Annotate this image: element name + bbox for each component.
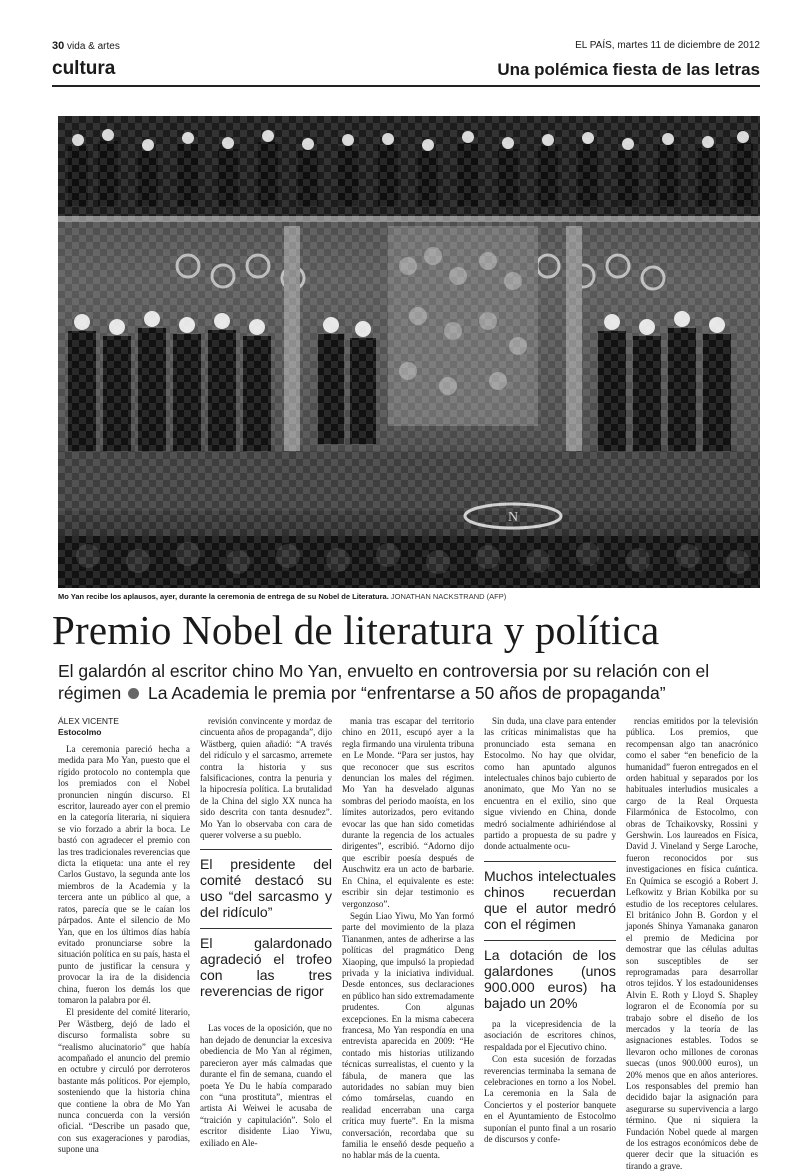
headline: Premio Nobel de literatura y política [52, 607, 660, 653]
kicker: Una polémica fiesta de las letras [497, 60, 760, 79]
body-paragraph: El presidente del comité literario, Per Wästberg, dejó de lado el discurso formalista sobre su “realismo alucinatorio” que había acompañado el anuncio del premio en octubre y circuló por derroteros bastante más políticos. Por ejemplo, sosteniendo que la historia china que contiene la obra de Mo Yan nunca concuerda con la versión oficial. “Describe un pasado que, con sus exageraciones y parodias, supone una [58, 1007, 190, 1155]
article-column-2 [200, 716, 332, 1148]
photo-caption [58, 592, 760, 601]
body-paragraph: rencias emitidos por la televisión pública. Los premios, que recompensan algo tan anacrónico como el saber “en beneficio de la humanidad” fueron entregados en el orden habitual y separados por los habituales interludios musicales a cargo de la Real Orquesta Filarmónica de Estocolmo, con obras de Tchaikovsky, Rossini y Gershwin. Los laureados en Física, David J. Vineland y Serge Laroche, fueron reconocidos por sus investigaciones en física cuántica. En Química se escogió a Robert J. Lefkowitz y Brian Kobilka por su estudio de los receptores celulares. El británico John B. Gordon y el japonés Shinya Yamanaka ganaron el premio de Medicina por demostrar que las células adultas son susceptibles de ser reprogramadas para desarrollar otros tejidos. Y los estadounidenses Alvin E. Roth y Lloyd S. Shapley lograron el de Economía por su trabajo sobre el diseño de los mercados y la teoría de las asignaciones estables. Todos se llevaron ocho millones de coronas suecas (unos 900.000 euros), un 20% menos que en años anteriores. Los responsables del premio han decidido bajar la asignación para asegurarse su supervivencia a largo término. Que ni siquiera la Fundación Nobel quede al margen de los estragos económicos debe de querer decir que la situación es tirando a grave. [626, 716, 758, 1171]
body-paragraph: Según Liao Yiwu, Mo Yan formó parte del movimiento de la plaza Tiananmen, antes de adherirse a las políticas del pragmático Deng Xiaoping, que impulsó la propiedad privada y la iniciativa individual. Desde entonces, sus declaraciones en público han sido extremadamente prudentes. Con algunas excepciones. En la misma cabecera francesa, Mo Yan respondía en una entrevista aparecida en 2009: “He contado mis historias utilizando técnicas surrealistas, el cuento y la fábula, de manera que las autoridades no sabían muy bien cómo tomárselas, cuando en realidad encerraban una carga crítica muy fuerte”. En la misma conversación, recordaba que su familia le enseñó desde pequeño a no hablar más de la cuenta. [342, 910, 474, 1161]
deck-bullet-icon [128, 688, 139, 699]
pull-quote: El presidente del comité destacó su uso “del sarcasmo y del ridículo” [200, 849, 332, 920]
byline-place: Estocolmo [58, 727, 102, 737]
body-paragraph: La ceremonia pareció hecha a medida para Mo Yan, puesto que el rígido protocolo no contempla que los premiados con el Nobel pronuncien ningún discurso. El escritor, laureado ayer con el premio en la categoría literaria, ni siquiera se vio forzado a abrir la boca. Le bastó con agradecer el premio con las tres tradicionales reverencias que dicta la etiqueta: una ante el rey Carlos Gustavo, la segunda ante los miembros de la Academia y la tercera ante un público al que, a ratos, parecía que se le caían los párpados. Ante el silencio de Mo Yan, que en los últimos días había evitado pronunciarse sobre la situación política en su país, hasta el punto de justificar la censura y provocar la ira de la disidencia china, fueron los demás los que tomaron la palabra por él. [58, 744, 190, 1005]
pull-quote: La dotación de los galardones (unos 900.000 euros) ha bajado un 20% [484, 940, 616, 1011]
article-column-1 [58, 716, 190, 1155]
body-paragraph: Con esta sucesión de forzadas reverencias terminaba la semana de celebraciones en torno a los Nobel. La ceremonia en la Sala de Conciertos y el posterior banquete en el Ayuntamiento de Estocolmo suponían el punto final a un rosario de discursos y confe- [484, 1054, 616, 1144]
header-rule [52, 85, 760, 87]
masthead-date: EL PAÍS, martes 11 de diciembre de 2012 [575, 40, 760, 51]
article-column-4 [484, 716, 616, 1144]
article-column-3 [342, 716, 474, 1161]
pull-quote: Muchos intelectuales chinos recuerdan que el autor medró con el régimen [484, 861, 616, 932]
deck-part-2: La Academia le premia por “enfrentarse a 50 años de propaganda” [147, 683, 666, 703]
body-paragraph: Las voces de la oposición, que no han dejado de denunciar la excesiva obediencia de Mo Yan al régimen, parecieron ayer más calmadas que durante el fin de semana, cuando el poeta Ye Du le había comparado con “una prostituta”, mientras el artista Ai Weiwei le acusaba de “traición y capitulación”. Solo el escritor disidente Liao Yiwu, exiliado en Ale- [200, 1023, 332, 1148]
section-title: cultura [52, 58, 116, 79]
photo-illustration [58, 116, 760, 588]
deck-part-1: El galardón al escritor chino Mo Yan, envuelto en controversia por su relación con el régimen [58, 661, 710, 703]
deck [58, 660, 762, 704]
byline-author: ÁLEX VICENTE [58, 716, 119, 726]
body-paragraph: Sin duda, una clave para entender las críticas minimalistas que ha pronunciado esta semana en Estocolmo. No hay que olvidar, como han apuntado algunos intelectuales chinos bajo cubierto de anonimato, que Mo Yan no se encuentra en el exilio, sino que sigue viviendo en China, donde medró socialmente adhiriéndose al partido a propuesta de su padre y donde actualmente ocu- [484, 716, 616, 852]
spacer [200, 1007, 332, 1023]
caption-text: Mo Yan recibe los aplausos, ayer, durante la ceremonia de entrega de su Nobel de Literatura. [58, 592, 389, 601]
photo-credit: JONATHAN NACKSTRAND (AFP) [390, 592, 507, 601]
page-section: vida & artes [67, 41, 120, 52]
page-number: 30 [52, 40, 65, 52]
nobel-ceremony-photo [58, 116, 760, 588]
article-column-5 [626, 716, 758, 1171]
body-paragraph: pa la vicepresidencia de la asociación de escritores chinos, respaldada por el Ejecutivo chino. [484, 1018, 616, 1052]
folio-left [52, 40, 120, 52]
body-paragraph: revisión convincente y mordaz de cincuenta años de propaganda”, dijo Wästberg, quien añadió: “A través del ridículo y el sarcasmo, arremete contra la historia y sus falsificaciones, contra la penuria y la hipocresía política. La brutalidad de la China del siglo XX nunca ha sido descrita con tanta desnudez”. Mo Yan lo observaba con cara de querer volverse a su pueblo. [200, 716, 332, 841]
body-paragraph: mania tras escapar del territorio chino en 2011, escupó ayer a la regla firmando una virulenta tribuna en Le Monde. “Para ser justos, hay que reconocer que sus escritos denuncian los males del régimen. Mo Yan ha desvelado algunas sombras del periodo maoísta, en los límites autorizados, pero evitando evocar las que han sido cometidas durante la regencia de los actuales dirigentes”, escribió. “Adorno dijo que escribir poesía después de Auschwitz era un acto de barbarie. En China, el equivalente es este: escribir sin dejar testimonio es vergonzoso”. [342, 716, 474, 909]
newspaper-page [52, 30, 760, 1171]
pull-quote: El galardonado agradeció el trofeo con las tres reverencias de rigor [200, 928, 332, 999]
